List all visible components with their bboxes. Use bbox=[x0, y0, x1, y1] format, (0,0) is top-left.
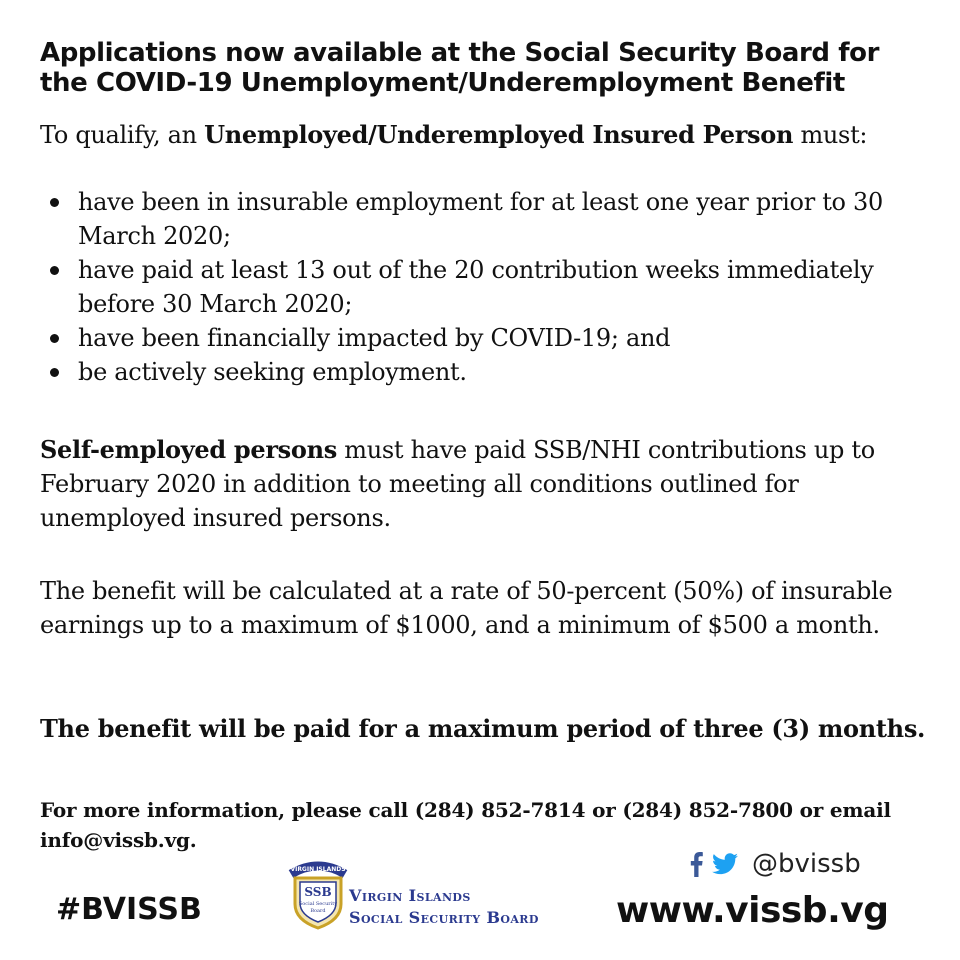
criteria-text: have paid at least 13 out of the 20 contribution weeks immediately before 30 March 2020; bbox=[78, 256, 874, 318]
intro-suffix: must: bbox=[793, 121, 868, 149]
facebook-icon[interactable] bbox=[688, 851, 704, 877]
self-employed-rest: must have paid SSB/NHI contributions up to February 2020 in addition to meeting all conditions outlined for unemployed insured persons. bbox=[40, 436, 875, 532]
logo-line: Social Security Board bbox=[349, 908, 539, 927]
logo-line: Virgin Islands bbox=[349, 886, 471, 905]
bullet-icon bbox=[50, 198, 59, 207]
criteria-text: have been in insurable employment for at least one year prior to 30 March 2020; bbox=[78, 188, 883, 250]
contact-info: For more information, please call (284) 852-7814 or (284) 852-7800 or email info@vissb.vg. bbox=[40, 798, 891, 852]
intro-prefix: To qualify, an bbox=[40, 121, 205, 149]
criteria-list bbox=[40, 185, 940, 389]
social-handle[interactable]: @bvissb bbox=[752, 849, 861, 879]
self-employed-paragraph bbox=[40, 433, 940, 535]
period-paragraph: The benefit will be paid for a maximum period of three (3) months. bbox=[40, 714, 926, 743]
criteria-item bbox=[40, 253, 940, 321]
criteria-text: have been financially impacted by COVID-19; and bbox=[78, 324, 671, 352]
ssb-logo bbox=[287, 852, 577, 932]
bullet-icon bbox=[50, 368, 59, 377]
intro-text bbox=[40, 118, 940, 152]
ssb-seal-icon bbox=[287, 852, 349, 932]
seal-sub-text: Social Security bbox=[298, 901, 338, 907]
criteria-item bbox=[40, 321, 940, 355]
criteria-item bbox=[40, 355, 940, 389]
twitter-icon[interactable] bbox=[712, 853, 738, 875]
social-handles bbox=[688, 846, 861, 882]
seal-sub-text: Board bbox=[310, 908, 326, 914]
headline: Applications now available at the Social Security Board for the COVID-19 Unemployment/Underemployment Benefit bbox=[40, 38, 880, 98]
criteria-item bbox=[40, 185, 940, 253]
website-url[interactable]: www.vissb.vg bbox=[616, 890, 889, 931]
bullet-icon bbox=[50, 266, 59, 275]
seal-arc-text: VIRGIN ISLANDS bbox=[290, 866, 346, 873]
seal-abbr-text: SSB bbox=[304, 885, 332, 899]
intro-bold: Unemployed/Underemployed Insured Person bbox=[204, 120, 794, 149]
logo-wordmark bbox=[349, 885, 539, 929]
calculation-paragraph: The benefit will be calculated at a rate of 50-percent (50%) of insurable earnings up to a maximum of $1000, and a minimum of $500 a month. bbox=[40, 577, 893, 639]
criteria-text: be actively seeking employment. bbox=[78, 358, 467, 386]
bullet-icon bbox=[50, 334, 59, 343]
self-employed-bold: Self-employed persons bbox=[40, 435, 337, 464]
hashtag: #BVISSB bbox=[56, 892, 202, 927]
